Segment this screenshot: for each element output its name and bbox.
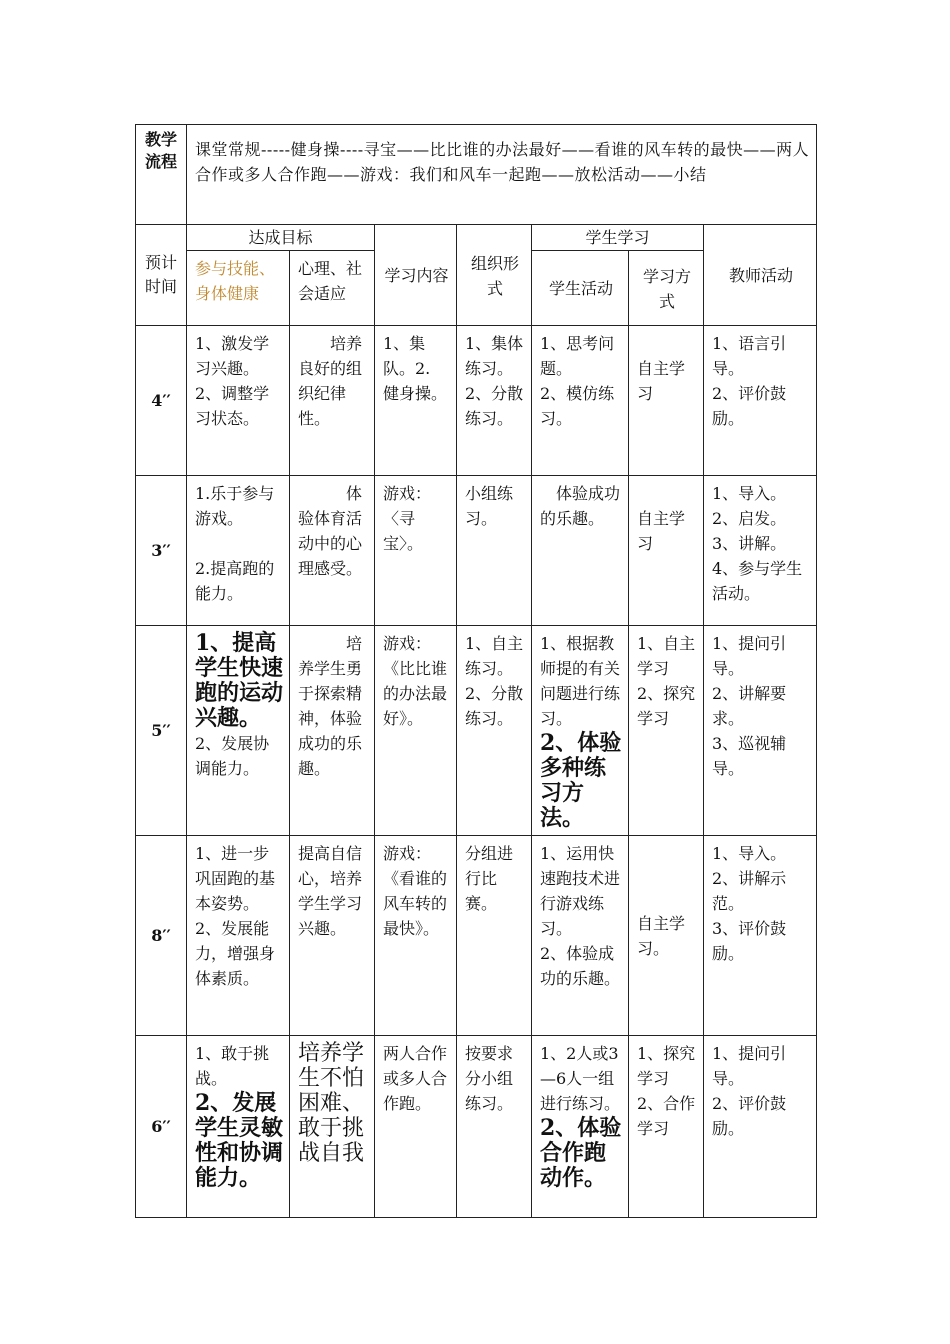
method-line: 1、自主学习	[637, 634, 696, 678]
student-activity-cell	[532, 326, 629, 476]
skill-goal-emphasis: 1、提高学生快速跑的运动兴趣。	[195, 630, 284, 731]
time-header: 预计时间	[136, 225, 187, 326]
teacher-activity-cell	[704, 626, 817, 836]
table-row	[136, 1036, 817, 1218]
mental-goal-cell	[290, 1036, 375, 1218]
student-activity-cell	[532, 476, 629, 626]
content-cell: 两人合作或多人合作跑。	[375, 1036, 457, 1218]
skill-goal-line: 2、发展协调能力。	[195, 734, 270, 778]
teacher-line: 4、参与学生活动。	[712, 559, 803, 603]
skill-goal-line: 1、激发学习兴趣。	[195, 334, 270, 378]
mental-goal-cell: 体验体育活动中的心理感受。	[290, 476, 375, 626]
teacher-line: 1、提问引导。	[712, 634, 787, 678]
learning-method-cell: 自主学习	[629, 326, 704, 476]
skill-goal-line: 2、发展能力，增强身体素质。	[195, 919, 276, 988]
learning-method-cell	[629, 1036, 704, 1218]
skill-goal-cell	[187, 836, 290, 1036]
teacher-line: 1、导入。	[712, 484, 787, 503]
teacher-line: 1、语言引导。	[712, 334, 787, 378]
activity-line: 体验成功的乐趣。	[540, 484, 621, 528]
method-line: 2、合作学习	[637, 1094, 696, 1138]
time-cell: 4′′	[136, 326, 187, 476]
skill-goal-line: 1、进一步巩固跑的基本姿势。	[195, 844, 276, 913]
table-row	[136, 476, 817, 626]
org-cell: 小组练习。	[457, 476, 532, 626]
activity-line: 2、模仿练习。	[540, 384, 615, 428]
teacher-activity-cell	[704, 326, 817, 476]
skill-goal-emphasis: 2、发展学生灵敏性和协调能力。	[195, 1090, 284, 1191]
org-cell: 1、集体练习。2、分散练习。	[457, 326, 532, 476]
skill-goal-cell	[187, 1036, 290, 1218]
student-activity-cell	[532, 1036, 629, 1218]
learning-method-cell: 自主学习。	[629, 836, 704, 1036]
activity-line: 1、思考问题。	[540, 334, 615, 378]
org-cell: 按要求分小组练习。	[457, 1036, 532, 1218]
header-row-1	[136, 225, 817, 251]
mental-goal-cell: 培养良好的组织纪律性。	[290, 326, 375, 476]
method-line: 2、探究学习	[637, 684, 696, 728]
student-activity-cell	[532, 626, 629, 836]
mental-goal-cell: 培养学生勇于探索精神，体验成功的乐趣。	[290, 626, 375, 836]
teacher-line: 2、讲解要求。	[712, 684, 787, 728]
teacher-line: 3、巡视辅导。	[712, 734, 787, 778]
teacher-line: 3、讲解。	[712, 534, 787, 553]
teacher-line: 2、评价鼓励。	[712, 384, 787, 428]
lesson-plan-table	[135, 124, 817, 1218]
teacher-activity-cell	[704, 836, 817, 1036]
teacher-line: 1、提问引导。	[712, 1044, 787, 1088]
goals-header: 达成目标	[187, 225, 375, 251]
skill-goal-line: 1.乐于参与游戏。	[195, 484, 275, 528]
teacher-activity-header: 教师活动	[704, 225, 817, 326]
teacher-line: 2、讲解示范。	[712, 869, 787, 913]
time-cell: 5′′	[136, 626, 187, 836]
org-cell: 分组进行比赛。	[457, 836, 532, 1036]
skill-goal-line: 2.提高跑的能力。	[195, 559, 275, 603]
activity-line: 2、体验成功的乐趣。	[540, 944, 621, 988]
content-header: 学习内容	[375, 225, 457, 326]
method-line: 1、探究学习	[637, 1044, 696, 1088]
teacher-activity-cell	[704, 476, 817, 626]
learning-method-cell: 自主学习	[629, 476, 704, 626]
time-cell: 3′′	[136, 476, 187, 626]
skill-goal-line: 2、调整学习状态。	[195, 384, 270, 428]
activity-line: 1、2人或3—6人一组进行练习。	[540, 1044, 621, 1113]
content-cell: 游戏：《比比谁的办法最好》。	[375, 626, 457, 836]
activity-line: 1、根据教师提的有关问题进行练习。	[540, 634, 621, 728]
activity-emphasis: 2、体验多种练习方法。	[540, 730, 622, 831]
table-row	[136, 626, 817, 836]
org-header: 组织形式	[457, 225, 532, 326]
skill-goal-cell	[187, 476, 290, 626]
activity-emphasis: 2、体验合作跑动作。	[540, 1115, 622, 1191]
org-cell: 1、自主练习。2、分散练习。	[457, 626, 532, 836]
flow-label: 教学流程	[136, 125, 187, 225]
teacher-line: 1、导入。	[712, 844, 787, 863]
goal-mental-header: 心理、社会适应	[290, 251, 375, 326]
activity-line: 1、运用快速跑技术进行游戏练习。	[540, 844, 621, 938]
time-cell: 8′′	[136, 836, 187, 1036]
teacher-line: 3、评价鼓励。	[712, 919, 787, 963]
teacher-activity-cell	[704, 1036, 817, 1218]
learning-method-cell	[629, 626, 704, 836]
skill-goal-cell	[187, 326, 290, 476]
content-cell: 游戏：〈寻宝〉。	[375, 476, 457, 626]
time-cell: 6′′	[136, 1036, 187, 1218]
flow-row	[136, 125, 817, 225]
student-learning-header: 学生学习	[532, 225, 704, 251]
learning-method-header: 学习方式	[629, 251, 704, 326]
mental-goal-emphasis: 培养学生不怕困难、敢于挑战自我	[298, 1041, 365, 1166]
content-cell: 游戏：《看谁的风车转的最快》。	[375, 836, 457, 1036]
skill-goal-line: 1、敢于挑战。	[195, 1044, 270, 1088]
mental-goal-cell: 提高自信心，培养学生学习兴趣。	[290, 836, 375, 1036]
teacher-line: 2、启发。	[712, 509, 787, 528]
table-row	[136, 326, 817, 476]
skill-goal-cell	[187, 626, 290, 836]
table-row	[136, 836, 817, 1036]
teacher-line: 2、评价鼓励。	[712, 1094, 787, 1138]
student-activity-cell	[532, 836, 629, 1036]
student-activity-header: 学生活动	[532, 251, 629, 326]
flow-text: 课堂常规-----健身操----寻宝——比比谁的办法最好——看谁的风车转的最快——两人合作或多人合作跑——游戏：我们和风车一起跑——放松活动——小结	[187, 125, 817, 225]
content-cell: 1、集队。2. 健身操。	[375, 326, 457, 476]
goal-skill-header: 参与技能、身体健康	[187, 251, 290, 326]
